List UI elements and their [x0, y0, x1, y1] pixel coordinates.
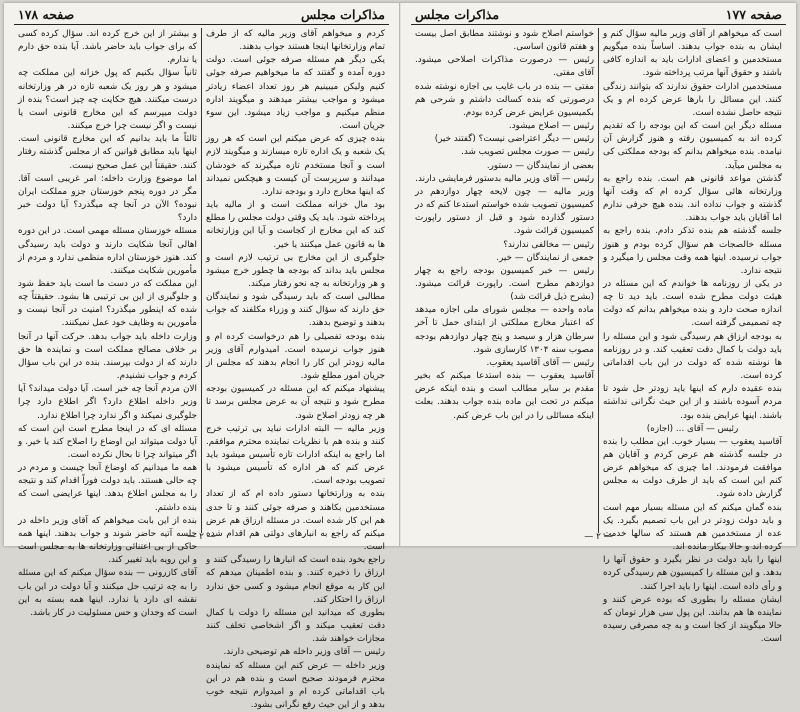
- paragraph: بعضی از نمایندگان — دستور.: [415, 160, 594, 173]
- header-title: مذاکرات مجلس: [415, 7, 499, 22]
- paragraph: آقای کازرونی — بنده سؤال میکنم که این مسئله را به چه ترتیب حل میکنند و آیا دولت در این باب نقشه ای دارد یا ندارد. اینها همه بسته به این است که وجدان و حس مسئولیت در کار باشد.: [18, 567, 197, 620]
- paragraph: و بیشتر از این خرج کرده اند. سؤال کرده کسی که برای جواب باید حاضر باشد. آیا بنده حق دارم یا ندارم.: [18, 28, 197, 67]
- paragraph: ایشان مسئله را بطوری که بوده عرض کنند و نماینده ها هم بدانند. این پول سی هزار تومان که حالا میگویند از کجا است و به چه مصرفی رسیده است.: [603, 594, 782, 647]
- paragraph: رئیس — مخالفی ندارند؟: [415, 239, 594, 252]
- paragraph: رئیس — اصلاح میشود.: [415, 120, 594, 133]
- paragraph: رئیس — آقای آقاسید یعقوب.: [415, 357, 594, 370]
- paragraph: است که میخواهم از آقای وزیر مالیه سؤال کنم و ایشان به بنده جواب بدهند. اساساً بنده میگویم مستخدمین و اعضای ادارات باید به اندازه کافی باشند و حقوق آنها مرتب پرداخته شود.: [603, 28, 782, 81]
- paragraph: وزیر مالیه — البته ادارات نباید بی ترتیب خرج کنند و بنده هم با نظریات نماینده محترم موافقم. اما راجع به اینکه ادارات تازه تأسیس میشود باید عرض کنم که هر اداره که تأسیس میشود با تصویب بودجه است.: [206, 423, 385, 489]
- paragraph: جلسه گذشته هم بنده تذکر دادم. بنده راجع به مسئله خالصجات هم سؤال کرده بودم و هنوز جواب نرسیده. اینها همه وقت مجلس را میگیرد و نتیجه ندارد.: [603, 225, 782, 278]
- paragraph: رئیس — آقای وزیر داخله هم توضیحی دارند.: [206, 646, 385, 659]
- paragraph: کردم و میخواهم آقای وزیر مالیه که از طرف تمام وزارتخانها اینجا هستند جواب بدهند.: [206, 28, 385, 54]
- page-footer: — ۲ —: [4, 532, 399, 542]
- column-right: [599, 28, 786, 533]
- page-header: [411, 7, 786, 25]
- paragraph: رئیس — صورت مجلس تصویب شد.: [415, 146, 594, 159]
- paragraph: مفتی — بنده در باب غایب بی اجازه نوشته شده درصورتی که بنده کسالت داشتم و شرحی هم بکمیسیون عرایض عرض کرده بودم.: [415, 81, 594, 120]
- paragraph: همه ما میدانیم که اوضاع آنجا چیست و مردم در چه حالی هستند. باید دولت فوراً اقدام کند و نتیجه را به مجلس اطلاع بدهد. اینها عرایضی است که بنده داشتم.: [18, 462, 197, 515]
- page-177: [400, 3, 796, 546]
- paragraph: مسئله دیگر این است که این بودجه را که تقدیم کرده اند به کمیسیون رفته و هنوز گزارش آن نیامده. بنده میخواهم بدانم که بودجه مملکتی کی به مجلس میآید.: [603, 120, 782, 173]
- column-left: [411, 28, 598, 533]
- paragraph: بنده به وزارتخانها دستور داده ام که از تعداد مستخدمین بکاهند و صرفه جوئی کنند و تا حدی هم این کار شده است. در مسئله ارزاق هم عرض میکنم که راجع به انبارهای دولتی هم اقدام شده است.: [206, 488, 385, 554]
- paragraph: بنده عقیده دارم که اینها باید زودتر حل شود تا مردم آسوده باشند و از این حیث نگرانی نداشته باشند. اینها عرایض بنده بود.: [603, 383, 782, 422]
- header-page-number: صفحه ۱۷۷: [726, 7, 782, 22]
- paragraph: راجع بخود بنده است که انبارها را رسیدگی کنند و ارزاق را ذخیره کنند. و بنده اطمینان میدهم که این کار به موقع انجام میشود و کسی حق ندارد ارزاق را احتکار کند.: [206, 554, 385, 607]
- column-left: [14, 28, 201, 533]
- paragraph: آقاسید یعقوب — بسیار خوب. این مطلب را بنده در جلسه گذشته هم عرض کردم و آقایان هم موافقت فرمودند. اما چیزی که میخواهم عرض کنم این است که باید از طرف دولت به مجلس گزارش داده شود.: [603, 436, 782, 502]
- paragraph: رئیس — آقای ... (اجازه): [603, 423, 782, 436]
- paragraph: پیشنهاد میکنم که این مسئله در کمیسیون بودجه مطرح شود و نتیجه آن به عرض مجلس برسد تا هر چه زودتر اصلاح شود.: [206, 383, 385, 422]
- paragraph: در یکی از روزنامه ها خواندم که این مسئله در هیئت دولت مطرح شده است. باید دید تا چه اندازه صحت دارد و بنده میخواهم بدانم که دولت چه تصمیمی گرفته است.: [603, 278, 782, 331]
- paragraph: مسئله خوزستان مسئله مهمی است. در این دوره اهالی آنجا شکایت دارند و دولت باید رسیدگی کند. هنوز خوزستان اداره منظمی ندارد و مردم از مأمورین شکایت میکنند.: [18, 225, 197, 278]
- paragraph: بنده بودجه تفصیلی را هم درخواست کرده ام و هنوز جواب نرسیده است. امیدوارم آقای وزیر مالیه زودتر این کار را انجام بدهند که مجلس از جریان امور مطلع شود.: [206, 331, 385, 384]
- paragraph: رئیس — آقای وزیر مالیه بدستور فرمایشی دارند.: [415, 173, 594, 186]
- paragraph: ماده واحده — مجلس شورای ملی اجازه میدهد که اعتبار مخارج مملکتی از ابتدای حمل تا آخر سرطان هزار و سیصد و پنج چهار دوازدهم بودجه مصوب سنه ۱۳۰۴ کارسازی شود.: [415, 304, 594, 357]
- two-columns: [14, 28, 389, 533]
- paragraph: یکی دیگر هم مسئله صرفه جوئی است. دولت دوره آمده و گفتند که ما میخواهیم صرفه جوئی کنیم ولیکن میبینیم هر روز تعداد اعضاء زیادتر میشود و مواجب بیشتر میدهند و میگویند اداره منظم میکنیم و مواجب زیاد میشود. این سوء جریان است.: [206, 54, 385, 133]
- paragraph: وزیر مالیه — چون لایحه چهار دوازدهم در کمیسیون تصویب شده خواستم استدعا کنم که در دستور گذارده شود و قبل از دستور راپورت کمیسیون قرائت شود.: [415, 186, 594, 239]
- paragraph: الان مردم آنجا چه خبر است. آیا دولت میداند؟ آیا وزیر داخله اطلاع دارد؟ اگر اطلاع دارد چرا جلوگیری نمیکند و اگر ندارد چرا اطلاع ندارد.: [18, 383, 197, 422]
- paragraph: وزیر داخله — عرض کنم این مسئله که نماینده محترم فرمودند صحیح است و بنده هم در این باب اقداماتی کرده ام و امیدوارم نتیجه خوب بدهد و از این حیث رفع نگرانی بشود.: [206, 660, 385, 712]
- paragraph: مسئله ای که در اینجا مطرح است این است که آیا دولت میتواند این اوضاع را اصلاح کند یا خیر. و اگر میتواند چرا تا بحال نکرده است.: [18, 423, 197, 462]
- paragraph: بود مال خزانه مملکت است و از مالیه باید پرداخته شود. باید یک وقتی دولت مجلس را مطلع کند که این مخارج از کجاست و آیا این وزارتخانه ها به قانون عمل میکنند یا خیر.: [206, 199, 385, 252]
- page-header: [14, 7, 389, 25]
- paragraph: اینها را باید دولت در نظر بگیرد و حقوق آنها را بدهد. و این مسئله را کمیسیون هم رسیدگی کرده و رأی داده است. اینها را باید اجرا کنند.: [603, 554, 782, 593]
- paragraph: بنده از این بابت میخواهم که آقای وزیر داخله در جلسه آتیه حاضر شوند و جواب بدهند. اینها همه حاکی از بی اعتنائی وزارتخانه ها به مجلس است و این رویه باید تغییر کند.: [18, 515, 197, 568]
- paragraph: جلوگیری از این مخارج بی ترتیب لازم است و مجلس باید بداند که بودجه ها چطور خرج میشود و هر وزارتخانه به چه نحو رفتار میکند.: [206, 252, 385, 291]
- two-columns: [411, 28, 786, 533]
- page-footer: — ۲ —: [401, 532, 796, 542]
- paragraph: به بودجه ارزاق هم رسیدگی شود و این مسئله را باید دولت با کمال دقت تعقیب کند. و در روزنامه ها نوشته شده که دولت در این باب اقداماتی کرده است.: [603, 331, 782, 384]
- paragraph: بنده گمان میکنم که این مسئله بسیار مهم است و باید دولت زودتر در این باب تصمیم بگیرد. یک عده از مستخدمین هم هستند که سالها خدمت کرده اند و حالا بیکار مانده اند.: [603, 502, 782, 555]
- paragraph: رئیس — خبر کمیسیون بودجه راجع به چهار دوازدهم مطرح است. راپورت قرائت میشود. (بشرح ذیل قرائت شد): [415, 265, 594, 304]
- header-title: مذاکرات مجلس: [301, 7, 385, 22]
- paragraph: بنده چیزی که عرض میکنم این است که هر روز یک شعبه و یک اداره تازه میسازند و میگویند لازم است و آنجا مستخدم تازه میگیرند که خودشان میدانند و سرپرست آن کیست و هیچکس نمیداند که اینها مخارج دارد و بودجه ندارد.: [206, 133, 385, 199]
- paragraph: اما موضوع وزارت داخله: امر غریبی است آقا. مگر در دوره پنجم خوزستان جزو مملکت ایران نبوده؟ الآن در آنجا چه میگذرد؟ آیا دولت خبر دارد؟: [18, 173, 197, 226]
- paragraph: رئیس — دیگر اعتراضی نیست؟ (گفتند خیر): [415, 133, 594, 146]
- paragraph: رئیس — درصورت مذاکرات اصلاحی میشود. آقای مفتی.: [415, 54, 594, 80]
- paragraph: خواستم اصلاح شود و نوشتند مطابق اصل بیست و هفتم قانون اساسی.: [415, 28, 594, 54]
- page-178: [4, 3, 400, 546]
- paragraph: مطالبی است که باید رسیدگی شود و نمایندگان حق دارند که سؤال کنند و وزراء مکلفند که جواب بدهند و توضیح بدهند.: [206, 291, 385, 330]
- paragraph: مستخدمین ادارات حقوق ندارند که بتوانند زندگی کنند. این مسائل را بارها عرض کرده ام و یک نتیجه حاصل نشده است.: [603, 81, 782, 120]
- column-right: [202, 28, 389, 533]
- paragraph: این مملکت که در دست ما است باید حفظ شود و جلوگیری از این بی ترتیبی ها بشود. حقیقتاً چه شده که اینطور میگذرد؟ امنیت در آنجا نیست و مأمورین به وظایف خود عمل نمیکنند.: [18, 278, 197, 331]
- paragraph: گذشتن مواعد قانونی هم است. بنده راجع به وزارتخانه هائی سؤال کرده ام که وقت آنها گذشته و جواب نداده اند. بنده هیچ حرفی ندارم اما آقایان باید جواب بدهند.: [603, 173, 782, 226]
- header-page-number: صفحه ۱۷۸: [18, 7, 74, 22]
- paragraph: جمعی از نمایندگان — خیر.: [415, 252, 594, 265]
- paragraph: ثالثاً ما باید بدانیم که این مخارج قانونی است. اینها باید مطابق قوانین که از مجلس گذشته رفتار کنند. حقیقتاً این عمل صحیح نیست.: [18, 133, 197, 172]
- paragraph: ثانیاً سؤال بکنیم که پول خزانه این مملکت چه میشود و هر روز یک شعبه تازه در هر وزارتخانه درست میکنند. هیچ حکایت چه چیز است؟ بنده از دولت میپرسم که این مخارج قانونی است یا نیست و اگر نیست چرا خرج میکنند.: [18, 67, 197, 133]
- paragraph: وزارت داخله باید جواب بدهد. حرکت آنها در آنجا بر خلاف مصالح مملکت است و نماینده ها حق دارند که از دولت بپرسند. بنده در این باب سؤال کردم و جواب نشنیدم.: [18, 331, 197, 384]
- book-spread: [4, 3, 796, 546]
- paragraph: آقاسید یعقوب — بنده استدعا میکنم که بخیر مقدم بر سایر مطالب است و بنده اینکه عرض میکنم در تحت این ماده بنده جواب بدهند. بعلت اینکه مسائلی را در این باب عرض کنم.: [415, 370, 594, 423]
- paragraph: بطوری که میدانید این مسئله را دولت با کمال دقت تعقیب میکند و اگر اشخاصی تخلف کنند مجازات خواهند شد.: [206, 607, 385, 646]
